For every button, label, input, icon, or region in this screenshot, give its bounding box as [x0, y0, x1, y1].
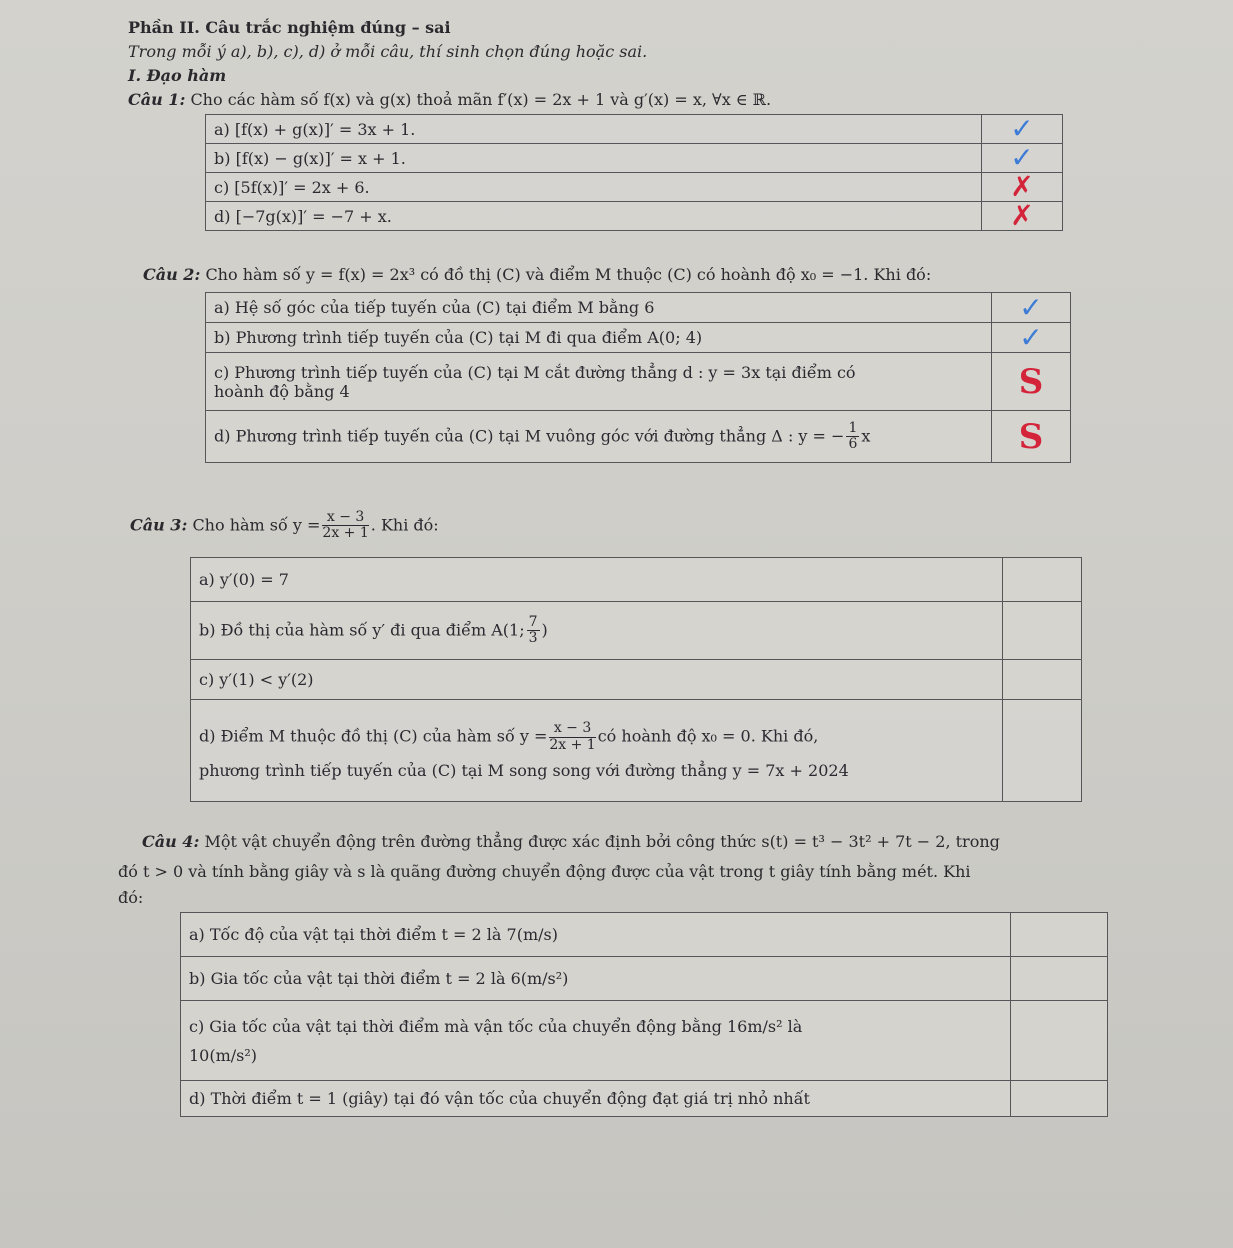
check-mark-icon: ✓ — [1019, 320, 1043, 354]
q4-text-line1: Một vật chuyển động trên đường thẳng được xác định bởi công thức s(t) = t³ − 3t² + 7t − 2, trong — [204, 832, 1000, 851]
q3-table — [190, 557, 1082, 802]
q3-text-after: . Khi đó: — [370, 515, 439, 535]
q2-row-a — [206, 293, 1071, 323]
q4-row-a — [181, 913, 1108, 957]
q3-row-a — [191, 558, 1082, 602]
q2-row-c-text-cell — [206, 353, 992, 411]
fraction-numerator: x − 3 — [322, 510, 368, 526]
q2-row-d-answer-cell[interactable] — [992, 411, 1071, 463]
check-mark-icon: ✓ — [1019, 290, 1043, 324]
q4-row-b-text: b) Gia tốc của vật tại thời điểm t = 2 là 6(m/s²) — [181, 957, 1011, 1001]
q3-row-c-text: c) y′(1) < y′(2) — [191, 660, 1003, 700]
q4-row-c — [181, 1001, 1108, 1081]
q1-row-c — [206, 173, 1063, 202]
q2-row-c-answer-cell[interactable] — [992, 353, 1071, 411]
q3-row-d-text-cell — [191, 700, 1003, 802]
q1-row-a-answer-cell[interactable] — [982, 112, 1063, 145]
q1-row-a-text: a) [f(x) + g(x)]′ = 3x + 1. — [206, 115, 982, 144]
q2-row-b-answer-cell[interactable] — [992, 320, 1071, 354]
q2-table — [205, 292, 1071, 463]
instruction-text: Trong mỗi ý a), b), c), d) ở mỗi câu, thí sinh chọn đúng hoặc sai. — [128, 42, 648, 61]
q2-row-d-fraction — [846, 421, 859, 453]
check-mark-icon: ✓ — [1010, 112, 1034, 145]
subsection-title: I. Đạo hàm — [128, 66, 227, 85]
q1-row-d-answer-cell[interactable] — [982, 199, 1063, 232]
s-mark-icon: S — [1018, 416, 1044, 457]
q3-row-b-answer-cell[interactable] — [1003, 602, 1082, 660]
q2-row-a-answer-cell[interactable] — [992, 290, 1071, 324]
q3-row-a-text: a) y′(0) = 7 — [191, 558, 1003, 602]
s-mark-icon: S — [1018, 361, 1044, 402]
q4-text-line3: đó: — [118, 888, 144, 907]
q2-label: Câu 2: — [143, 265, 201, 284]
q3-row-b-text-after: ) — [541, 620, 548, 639]
fraction-denominator: 6 — [848, 436, 858, 452]
q3-fraction — [322, 510, 368, 542]
q3-row-d — [191, 700, 1082, 802]
q2-text: Cho hàm số y = f(x) = 2x³ có đồ thị (C) và điểm M thuộc (C) có hoành độ x₀ = −1. Khi đó: — [205, 265, 932, 284]
q3-row-d-fraction — [549, 721, 595, 753]
q4-text-line2: đó t > 0 và tính bằng giây và s là quãng đường chuyển động được của vật trong t giây tính bằng mét. Khi — [118, 862, 971, 881]
q2-row-c-text: c) Phương trình tiếp tuyến của (C) tại M cắt đường thẳng d : y = 3x tại điểm có — [214, 362, 856, 382]
q4-prompt-line1 — [142, 832, 1000, 851]
q1-row-c-text: c) [5f(x)]′ = 2x + 6. — [206, 173, 982, 202]
q4-row-c-text-line2: 10(m/s²) — [189, 1045, 258, 1065]
q4-row-d-answer-cell[interactable] — [1011, 1081, 1108, 1117]
q4-row-c-text: c) Gia tốc của vật tại thời điểm mà vận tốc của chuyển động bằng 16m/s² là — [189, 1016, 803, 1036]
q3-text-before: Cho hàm số y = — [192, 515, 321, 535]
q1-row-b — [206, 144, 1063, 173]
q2-row-d — [206, 411, 1071, 463]
fraction-denominator: 3 — [528, 630, 538, 646]
q3-label: Câu 3: — [130, 515, 188, 535]
q4-row-b-answer-cell[interactable] — [1011, 957, 1108, 1001]
q4-row-c-answer-cell[interactable] — [1011, 1001, 1108, 1081]
q2-row-d-text-after: x — [861, 426, 871, 445]
q3-row-d-text-line2: phương trình tiếp tuyến của (C) tại M song song với đường thẳng y = 7x + 2024 — [199, 760, 849, 780]
cross-mark-icon: ✗ — [1010, 199, 1034, 232]
q4-table — [180, 912, 1108, 1117]
q1-row-b-text: b) [f(x) − g(x)]′ = x + 1. — [206, 144, 982, 173]
q1-label: Câu 1: — [128, 90, 186, 109]
fraction-numerator: 1 — [848, 419, 858, 436]
check-mark-icon: ✓ — [1010, 141, 1034, 174]
fraction-numerator: 7 — [528, 613, 538, 630]
q4-row-d — [181, 1081, 1108, 1117]
q1-row-d — [206, 202, 1063, 231]
q3-row-b-text-cell — [191, 602, 1003, 660]
q2-row-d-text: d) Phương trình tiếp tuyến của (C) tại M vuông góc với đường thẳng Δ : y = − — [214, 426, 845, 445]
q4-row-b — [181, 957, 1108, 1001]
q1-table — [205, 114, 1063, 231]
fraction-denominator: 2x + 1 — [549, 736, 596, 753]
q4-row-a-text: a) Tốc độ của vật tại thời điểm t = 2 là 7(m/s) — [181, 913, 1011, 957]
q3-row-c — [191, 660, 1082, 700]
section-title: Phần II. Câu trắc nghiệm đúng – sai — [128, 18, 451, 37]
q3-row-a-answer-cell[interactable] — [1003, 558, 1082, 602]
q1-row-b-answer-cell[interactable] — [982, 141, 1063, 174]
q3-row-d-answer-cell[interactable] — [1003, 700, 1082, 802]
q2-row-a-text: a) Hệ số góc của tiếp tuyến của (C) tại điểm M bằng 6 — [206, 293, 992, 323]
q3-row-d-line1 — [199, 721, 994, 753]
q2-row-c — [206, 353, 1071, 411]
q1-prompt — [128, 90, 771, 109]
q2-row-c-text-line2: hoành độ bằng 4 — [214, 381, 350, 401]
q3-row-c-answer-cell[interactable] — [1003, 660, 1082, 700]
q3-row-d-text-after: có hoành độ x₀ = 0. Khi đó, — [597, 726, 819, 746]
q3-row-b-fraction — [527, 615, 540, 647]
fraction-numerator: x − 3 — [549, 721, 595, 737]
q4-row-d-text: d) Thời điểm t = 1 (giây) tại đó vận tốc của chuyển động đạt giá trị nhỏ nhất — [181, 1081, 1011, 1117]
q2-row-d-text-cell — [206, 411, 992, 463]
q1-row-a — [206, 115, 1063, 144]
q4-label: Câu 4: — [142, 832, 200, 851]
q3-prompt — [130, 510, 439, 542]
q1-text: Cho các hàm số f(x) và g(x) thoả mãn f′(x) = 2x + 1 và g′(x) = x, ∀x ∈ ℝ. — [190, 90, 772, 109]
q1-row-d-text: d) [−7g(x)]′ = −7 + x. — [206, 202, 982, 231]
q2-row-b — [206, 323, 1071, 353]
q3-row-b-text: b) Đồ thị của hàm số y′ đi qua điểm A(1; — [199, 620, 525, 639]
q1-row-c-answer-cell[interactable] — [982, 170, 1063, 203]
q4-row-c-text-cell — [181, 1001, 1011, 1081]
q2-row-b-text: b) Phương trình tiếp tuyến của (C) tại M đi qua điểm A(0; 4) — [206, 323, 992, 353]
q3-row-d-text: d) Điểm M thuộc đồ thị (C) của hàm số y = — [199, 726, 548, 746]
q4-row-a-answer-cell[interactable] — [1011, 913, 1108, 957]
q3-row-b — [191, 602, 1082, 660]
fraction-denominator: 2x + 1 — [322, 525, 369, 542]
q2-prompt — [143, 265, 931, 284]
cross-mark-icon: ✗ — [1010, 170, 1034, 203]
